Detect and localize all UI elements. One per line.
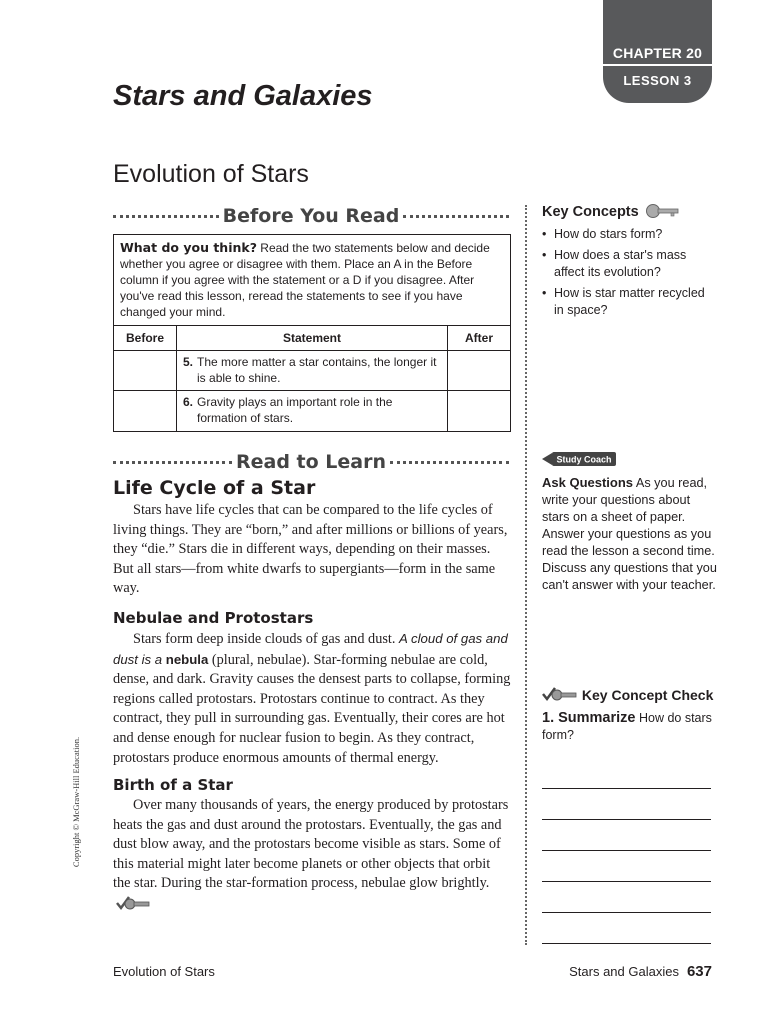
key-concept-check-title: Key Concept Check: [542, 686, 717, 704]
col-before: Before: [114, 326, 177, 351]
ask-questions-text: As you read, write your questions about stars on a sheet of paper. Answer your questions as you read the lesson a second time. Discuss any questions that you can't answer with your teacher.: [542, 476, 717, 592]
copyright-notice: Copyright © McGraw-Hill Education.: [71, 736, 81, 868]
answer-line[interactable]: [542, 788, 711, 789]
footer-chapter: [569, 963, 712, 980]
page-number: 637: [686, 963, 712, 980]
key-icon: [645, 203, 681, 219]
subheading-nebulae: Nebulae and Protostars: [113, 609, 314, 627]
table-row: [114, 391, 510, 431]
lesson-title: Evolution of Stars: [113, 160, 309, 188]
chapter-label: CHAPTER 20: [612, 45, 703, 61]
col-after: After: [448, 326, 511, 351]
statement-cell: 6. Gravity plays an important role in the formation of stars.: [177, 391, 448, 431]
study-coach-icon: [540, 451, 618, 467]
chapter-title: Stars and Galaxies: [113, 80, 373, 112]
chapter-tab: [603, 0, 712, 103]
anticipation-table: [113, 234, 511, 432]
answer-line[interactable]: [542, 881, 711, 882]
before-you-read-banner: [113, 204, 509, 228]
paragraph-life-cycle: Stars have life cycles that can be compared to the life cycles of living things. They are “born,” and after millions or billions of years, they “die.” Stars die in different ways, depending on their masses. But all stars—from white dwarfs to supergiants—form in the same way.: [113, 502, 508, 597]
answer-line[interactable]: [542, 850, 711, 851]
study-coach-label: Study Coach: [556, 454, 612, 465]
vocab-term: nebula: [165, 651, 209, 667]
list-item: • How does a star's mass affect its evolution?: [542, 247, 717, 281]
key-concepts-heading: Key Concepts: [542, 203, 681, 220]
what-do-you-think-label: What do you think?: [120, 240, 257, 255]
key-concepts-list: [542, 226, 717, 323]
footer-lesson-title: Evolution of Stars: [113, 964, 215, 979]
answer-line[interactable]: [542, 943, 711, 944]
paragraph-birth: Over many thousands of years, the energy produced by protostars heats the gas and dust around the protostars. Eventually, the gas and dust blow away, and the protostars become visible as stars. Some of this material might later become planets or other objects that orbit the star. During the star-formation process, nebulae glow brightly.: [113, 796, 511, 915]
ask-questions-label: Ask Questions: [542, 475, 634, 490]
statement-table: [114, 326, 510, 431]
before-answer-cell[interactable]: [114, 391, 177, 431]
list-item: • How do stars form?: [542, 226, 717, 243]
ask-questions-box: [542, 474, 717, 594]
statement-cell: 5. The more matter a star contains, the longer it is able to shine.: [177, 351, 448, 391]
footer-chapter-title: Stars and Galaxies: [569, 964, 679, 979]
before-you-read-label: Before You Read: [222, 205, 400, 227]
read-to-learn-label: Read to Learn: [236, 451, 387, 473]
answer-line[interactable]: [542, 912, 711, 913]
list-item: • How is star matter recycled in space?: [542, 285, 717, 319]
what-do-you-think-box: [114, 235, 510, 326]
key-concept-check-icon: [115, 894, 151, 912]
summarize-question: 1. Summarize How do stars form?: [542, 710, 712, 742]
read-to-learn-banner: [113, 450, 509, 474]
column-divider: [525, 205, 527, 945]
paragraph-nebulae: Stars form deep inside clouds of gas and dust. A cloud of gas and dust is a nebula (plural, nebulae). Star-forming nebulae are cold, dense, and dark. Gravity causes the densest parts to collapse, forming regions called protostars. Protostars continue to contract. As they contract, they pull in surrounding gas. Eventually, their cores are hot and dense enough for nuclear fusion to begin. As they contract, protostars produce enormous amounts of thermal energy.: [113, 631, 511, 766]
what-do-you-think-text: Read the two statements below and decide whether you agree or disagree with them. Place an A in the Before column if you agree with the statement or a D if you disagree. After you've read this lesson, reread the statements to see if you have changed your mind.: [120, 241, 490, 319]
answer-line[interactable]: [542, 819, 711, 820]
after-answer-cell[interactable]: [448, 391, 511, 431]
after-answer-cell[interactable]: [448, 351, 511, 391]
key-concept-check-icon: [542, 686, 578, 702]
section-heading: Life Cycle of a Star: [113, 477, 316, 499]
before-answer-cell[interactable]: [114, 351, 177, 391]
subheading-birth: Birth of a Star: [113, 776, 233, 794]
col-statement: Statement: [177, 326, 448, 351]
lesson-label: LESSON 3: [623, 73, 692, 88]
tab-separator: [603, 64, 712, 66]
key-concept-check: [542, 686, 717, 744]
table-row: [114, 351, 510, 391]
